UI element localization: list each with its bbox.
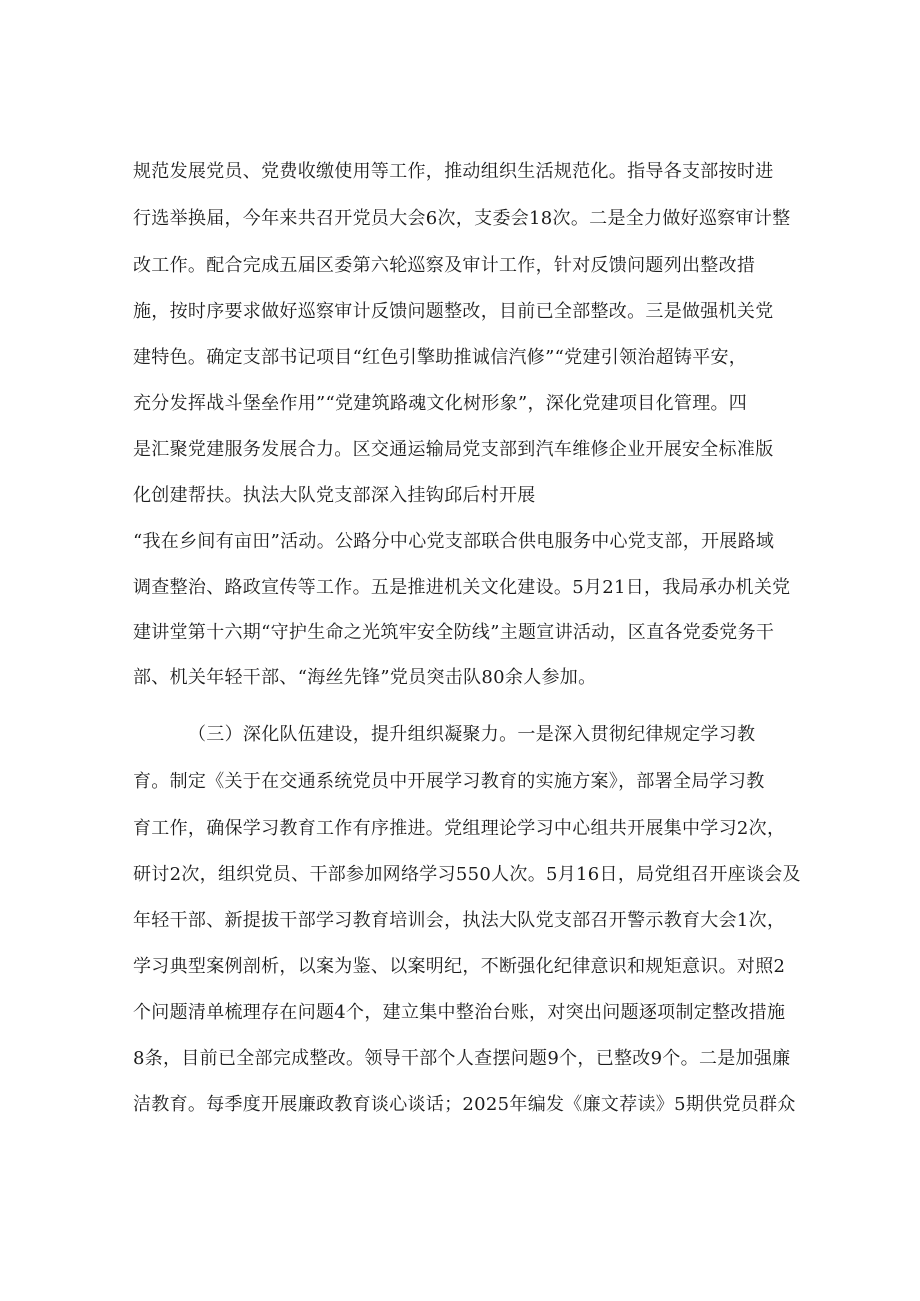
text-line: 建特色。确定支部书记项目“红色引擎助推诚信汽修”“党建引领治超铸平安，	[133, 347, 748, 368]
text-line: 是汇聚党建服务发展合力。区交通运输局党支部到汽车维修企业开展安全标准版	[133, 439, 774, 460]
text-line: “我在乡间有亩田”活动。公路分中心党支部联合供电服务中心党支部，开展路域	[133, 531, 775, 552]
text-line: 学习典型案例剖析，以案为鉴、以案明纪，不断强化纪律意识和规矩意识。对照2	[133, 956, 786, 977]
text-line: 化创建帮扶。执法大队党支部深入挂钩邱后村开展	[133, 485, 536, 506]
text-line: 个问题清单梳理存在问题4个，建立集中整治台账，对突出问题逐项制定整改措施	[133, 1002, 786, 1023]
text-line: 调查整治、路政宣传等工作。五是推进机关文化建设。5月21日，我局承办机关党	[133, 577, 791, 598]
text-line: 行选举换届，今年来共召开党员大会6次，支委会18次。二是全力做好巡察审计整	[133, 208, 791, 229]
text-line: 育工作，确保学习教育工作有序推进。党组理论学习中心组共开展集中学习2次，	[133, 818, 786, 839]
text-line: 改工作。配合完成五届区委第六轮巡察及审计工作，针对反馈问题列出整改措	[133, 255, 756, 276]
text-line: 施，按时序要求做好巡察审计反馈问题整改，目前已全部整改。三是做强机关党	[133, 301, 774, 322]
text-line: 洁教育。每季度开展廉政教育谈心谈话；2025年编发《廉文荐读》5期供党员群众	[133, 1094, 796, 1115]
text-line: 充分发挥战斗堡垒作用”“党建筑路魂文化树形象”，深化党建项目化管理。四	[133, 393, 748, 414]
text-line: 年轻干部、新提拔干部学习教育培训会，执法大队党支部召开警示教育大会1次，	[133, 910, 786, 931]
section-heading-line: （三）深化队伍建设，提升组织凝聚力。一是深入贯彻纪律规定学习教	[188, 724, 756, 745]
text-line: 部、机关年轻干部、“海丝先锋”党员突击队80余人参加。	[133, 667, 597, 688]
text-line: 规范发展党员、党费收缴使用等工作，推动组织生活规范化。指导各支部按时进	[133, 161, 774, 182]
text-line: 建讲堂第十六期“守护生命之光筑牢安全防线”主题宣讲活动，区直各党委党务干	[133, 622, 775, 643]
text-line: 研讨2次，组织党员、干部参加网络学习550人次。5月16日，局党组召开座谈会及	[133, 864, 801, 885]
text-line: 育。制定《关于在交通系统党员中开展学习教育的实施方案》，部署全局学习教	[133, 771, 765, 792]
text-line: 8条，目前已全部完成整改。领导干部个人查摆问题9个，已整改9个。二是加强廉	[133, 1048, 791, 1069]
